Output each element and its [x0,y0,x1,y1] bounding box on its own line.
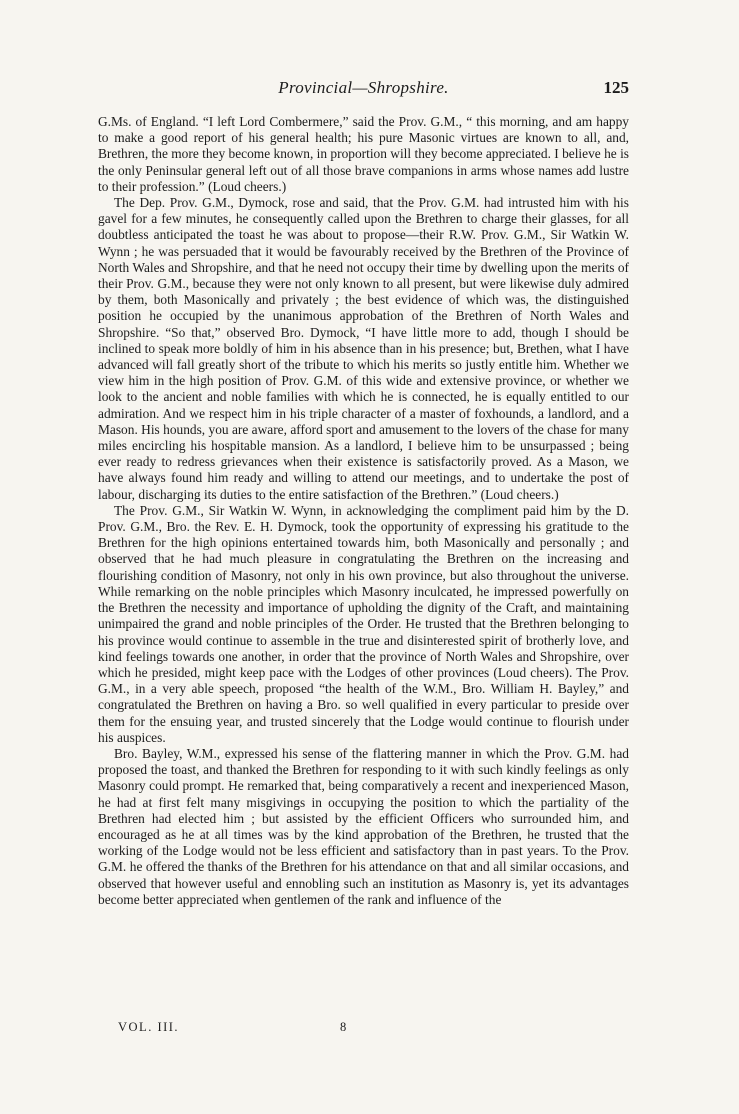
paragraph: The Dep. Prov. G.M., Dymock, rose and said, that the Prov. G.M. had intrusted him with his gavel for a few minutes, he consequently called upon the Brethren to charge their glasses, for all doubtless anticipated the toast he was about to propose—their R.W. Prov. G.M., Sir Watkin W. Wynn ; he was persuaded that it would be favourably received by the Brethren of the Province of North Wales and Shropshire, and that he need not occupy their time by dwelling upon the merits of their Prov. G.M., because they were not only known to all present, but were likewise duly admired by them, both Masonically and privately ; the best evidence of which was, the distinguished position he occupied by the unanimous approbation of the Brethren of North Wales and Shropshire. “So that,” observed Bro. Dymock, “I have little more to add, though I should be inclined to speak more boldly of him in his absence than in his presence; but, Brethen, what I have advanced will fall greatly short of the tribute to which his merits so justly entitle him. Whether we view him in the high position of Prov. G.M. of this wide and extensive province, or whether we look to the ancient and noble families with which he is connected, he is equally entitled to our admiration. And we respect him in his triple character of a master of foxhounds, a landlord, and a Mason. His hounds, you are aware, afford sport and amusement to the lovers of the chase for many miles encircling his hospitable mansion. As a landlord, I believe him to be unsurpassed ; being ever ready to redress grievances when their existence is satisfactorily proved. As a Mason, we have always found him ready and willing to attend our meetings, and to undertake the post of labour, discharging its duties to the entire satisfaction of the Brethren.” (Loud cheers.) [98,195,629,502]
page-number: 125 [603,78,629,97]
paragraph: G.Ms. of England. “I left Lord Combermere,” said the Prov. G.M., “ this morning, and am happy to make a good report of his general health; his pure Masonic virtues are known to all, and, Brethren, the more they become known, in proportion will they become appreciated. I believe he is the only Peninsular general left out of all those brave companions in arms whose names add lustre to their profession.” (Loud cheers.) [98,114,629,194]
page-footer [118,1020,378,1035]
volume-label: VOL. III. [118,1020,180,1034]
paragraph: Bro. Bayley, W.M., expressed his sense of the flattering manner in which the Prov. G.M. had proposed the toast, and thanked the Brethren for responding to it with such kindly feelings as only Masonry could prompt. He remarked that, being comparatively a recent and inexperienced Mason, he had at first felt many misgivings in occupying the position to which the partiality of the Brethren had elected him ; but assisted by the efficient Officers who surrounded him, and encouraged as he at all times was by the kind approbation of the Brethren, he trusted that the working of the Lodge would not be less efficient and satisfactory than in past years. To the Prov. G.M. he offered the thanks of the Brethren for his attendance on that and all similar occasions, and observed that however useful and ennobling such an institution as Masonry is, yet its advantages become better appreciated when gentlemen of the rank and influence of the [98,745,629,907]
paragraph: The Prov. G.M., Sir Watkin W. Wynn, in acknowledging the compliment paid him by the D. Prov. G.M., Bro. the Rev. E. H. Dymock, took the opportunity of expressing his gratitude to the Brethren for the high opinions entertained towards him, both Masonically and personally ; and observed that he had much pleasure in congratulating the Brethren on the increasing and flourishing condition of Masonry, not only in his own province, but also throughout the universe. While remarking on the noble principles which Masonry inculcated, he impressed powerfully on the Brethren the necessity and importance of upholding the dignity of the Craft, and maintaining unimpaired the grand and noble principles of the Order. He trusted that the Brethren belonging to his province would continue to assemble in the true and disinterested spirit of brotherly love, and kind feelings towards one another, in order that the province of North Wales and Shropshire, over which he presided, might keep pace with the Lodges of other provinces (Loud cheers). The Prov. G.M., in a very able speech, proposed “the health of the W.M., Bro. William H. Bayley,” and congratulated the Brethren on having a Bro. so well qualified in every particular to preside over them for the ensuing year, and trusted sincerely that the Lodge would continue to flourish under his auspices. [98,502,629,745]
page-header [98,78,629,102]
article-body [98,114,629,908]
running-head: Provincial—Shropshire. [278,78,449,97]
signature-mark: 8 [340,1020,347,1034]
